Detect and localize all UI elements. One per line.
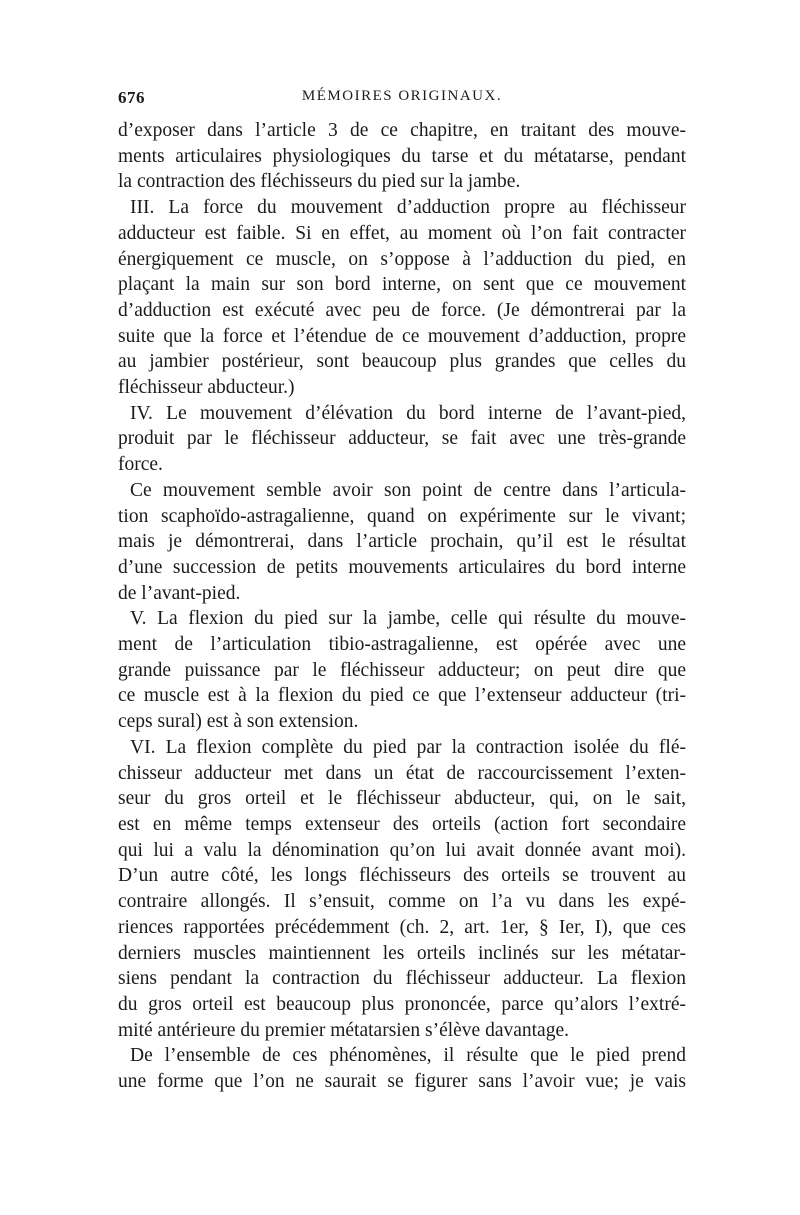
text-line: d’adduction est exécuté avec peu de force. (Je démontrerai par la	[118, 299, 686, 321]
text-line: d’une succession de petits mouvements articulaires du bord interne	[118, 556, 686, 578]
paragraph	[118, 606, 686, 735]
text-line: suite que la force et l’étendue de ce mouvement d’adduction, propre	[118, 325, 686, 347]
text-line: du gros orteil est beaucoup plus prononcée, parce qu’alors l’extré-	[118, 993, 686, 1015]
text-line: qui lui a valu la dénomination qu’on lui avait donnée avant moi).	[118, 839, 686, 861]
text-line: mité antérieure du premier métatarsien s’élève davantage.	[118, 1019, 569, 1041]
text-line: ce muscle est à la flexion du pied ce que l’extenseur adducteur (tri-	[118, 685, 686, 707]
text-line: force.	[118, 454, 163, 476]
text-line: ceps sural) est à son extension.	[118, 711, 359, 733]
text-line: énergiquement ce muscle, on s’oppose à l’adduction du pied, en	[118, 248, 686, 270]
page-number: 676	[118, 88, 145, 107]
text-line: chisseur adducteur met dans un état de raccourcissement l’exten-	[118, 762, 686, 784]
paragraph	[118, 401, 686, 478]
text-line: tion scaphoïdo-astragalienne, quand on expérimente sur le vivant;	[118, 505, 686, 527]
text-line: III. La force du mouvement d’adduction propre au fléchisseur	[130, 197, 686, 219]
text-line: plaçant la main sur son bord interne, on sent que ce mouvement	[118, 274, 686, 296]
text-line: mais je démontrerai, dans l’article prochain, qu’il est le résultat	[118, 531, 686, 553]
text-line: IV. Le mouvement d’élévation du bord interne de l’avant-pied,	[130, 402, 686, 424]
text-line: de l’avant-pied.	[118, 582, 241, 604]
running-head	[118, 88, 686, 118]
text-line: D’un autre côté, les longs fléchisseurs des orteils se trouvent au	[118, 865, 686, 887]
paragraph	[118, 118, 686, 195]
text-line: fléchisseur abducteur.)	[118, 377, 295, 399]
text-line: produit par le fléchisseur adducteur, se fait avec une très-grande	[118, 428, 686, 450]
body-text	[118, 118, 686, 1095]
text-line: une forme que l’on ne saurait se figurer sans l’avoir vue; je vais	[118, 1071, 686, 1093]
text-line: la contraction des fléchisseurs du pied sur la jambe.	[118, 171, 521, 193]
document-page	[118, 88, 686, 1095]
text-line: grande puissance par le fléchisseur adducteur; on peut dire que	[118, 659, 686, 681]
paragraph	[118, 735, 686, 1043]
text-line: derniers muscles maintiennent les orteils inclinés sur les métatar-	[118, 942, 686, 964]
text-line: adducteur est faible. Si en effet, au moment où l’on fait contracter	[118, 222, 686, 244]
text-line: d’exposer dans l’article 3 de ce chapitre, en traitant des mouve-	[118, 120, 686, 141]
text-line: VI. La flexion complète du pied par la contraction isolée du flé-	[130, 736, 686, 758]
text-line: Ce mouvement semble avoir son point de centre dans l’articula-	[130, 479, 686, 501]
text-line: De l’ensemble de ces phénomènes, il résulte que le pied prend	[130, 1045, 686, 1067]
text-line: V. La flexion du pied sur la jambe, celle qui résulte du mouve-	[130, 608, 686, 630]
paragraph	[118, 478, 686, 607]
paragraph	[118, 1043, 686, 1094]
paragraph	[118, 195, 686, 401]
text-line: est en même temps extenseur des orteils (action fort secondaire	[118, 813, 686, 835]
running-title: MÉMOIRES ORIGINAUX.	[301, 88, 503, 104]
text-line: contraire allongés. Il s’ensuit, comme on l’a vu dans les expé-	[118, 891, 686, 913]
text-line: au jambier postérieur, sont beaucoup plus grandes que celles du	[118, 351, 686, 373]
text-line: ment de l’articulation tibio-astragalienne, est opérée avec une	[118, 634, 686, 656]
text-line: riences rapportées précédemment (ch. 2, art. 1er, § Ier, I), que ces	[118, 916, 686, 938]
text-line: siens pendant la contraction du fléchisseur adducteur. La flexion	[118, 968, 686, 990]
text-line: seur du gros orteil et le fléchisseur abducteur, qui, on le sait,	[118, 788, 686, 810]
text-line: ments articulaires physiologiques du tarse et du métatarse, pendant	[118, 145, 686, 167]
